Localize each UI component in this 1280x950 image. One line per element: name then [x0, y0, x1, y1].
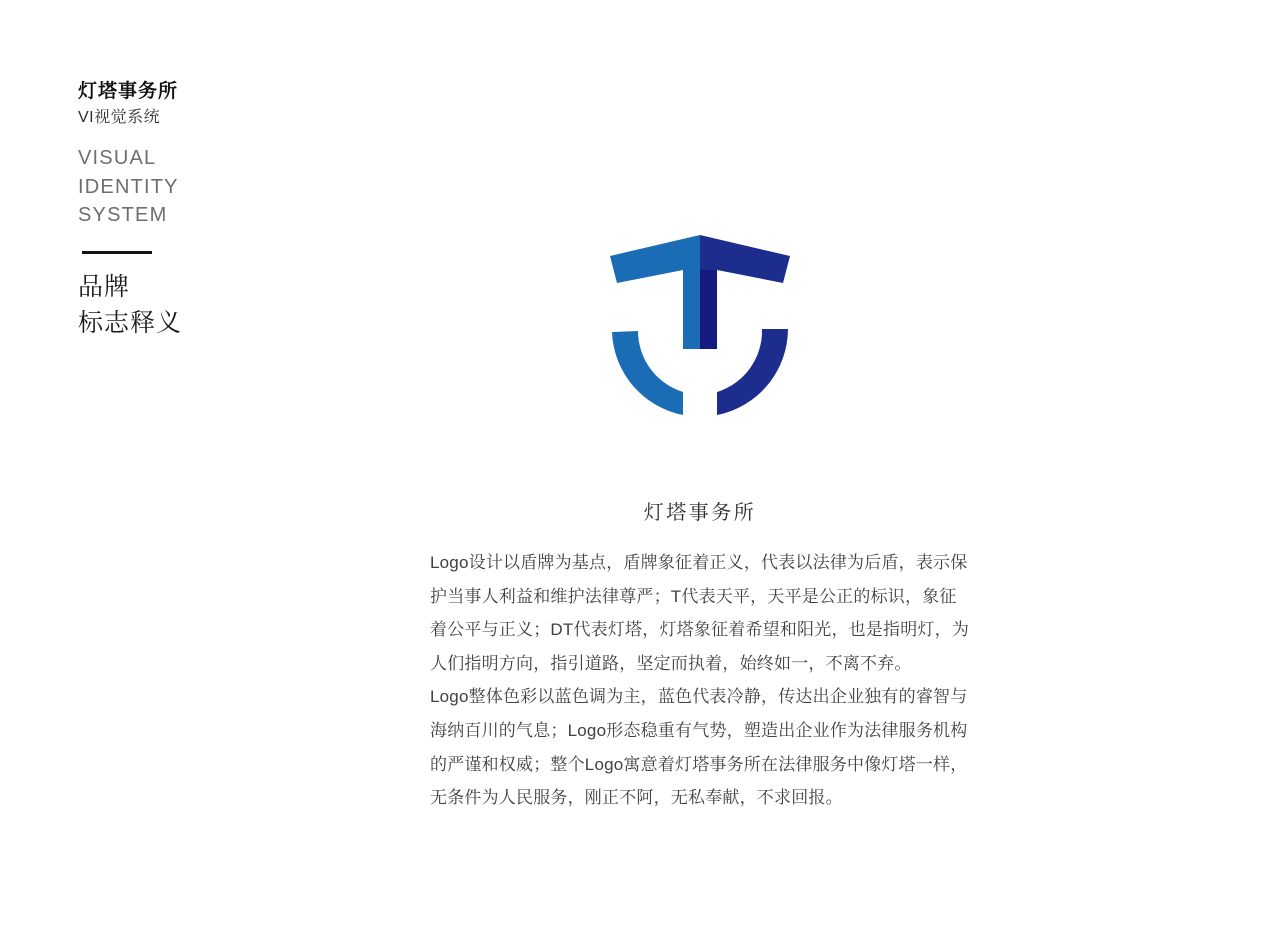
- body-line: 海纳百川的气息；Logo形态稳重有气势，塑造出企业作为法律服务机构: [430, 720, 968, 740]
- logo-title: 灯塔事务所: [643, 502, 757, 524]
- body-line: 无条件为人民服务，刚正不阿，无私奉献，不求回报。: [430, 788, 843, 808]
- logo-stem-right: [700, 270, 717, 349]
- lighthouse-shield-logo: [608, 234, 792, 420]
- lighthouse-shield-logo-svg: [608, 234, 792, 420]
- logo-arc-right: [717, 329, 788, 415]
- body-line: 的严谨和权威；整个Logo寓意着灯塔事务所在法律服务中像灯塔一样，: [430, 754, 968, 774]
- vis-wordmark-line: VISUAL: [78, 147, 157, 169]
- body-line: Logo设计以盾牌为基点，盾牌象征着正义，代表以法律为后盾，表示保: [430, 553, 968, 572]
- section-title-line: 标志释义: [78, 309, 183, 337]
- vis-wordmark: [78, 144, 179, 230]
- section-title: [78, 269, 182, 341]
- vis-wordmark-line: IDENTITY: [78, 175, 179, 198]
- body-line: Logo整体色彩以蓝色调为主，蓝色代表冷静，传达出企业独有的睿智与: [430, 687, 968, 707]
- body-line: 人们指明方向，指引道路，坚定而执着，始终如一，不离不弃。: [430, 653, 912, 673]
- brand-subtitle: VI视觉系统: [78, 109, 161, 126]
- section-title-line: 品牌: [78, 273, 131, 301]
- section-divider: [82, 251, 152, 254]
- logo-arc-left: [612, 331, 683, 415]
- body-line: 护当事人利益和维护法律尊严；T代表天平，天平是公正的标识，象征: [430, 586, 957, 606]
- brand-name: 灯塔事务所: [78, 81, 179, 102]
- vis-wordmark-line: SYSTEM: [78, 204, 168, 226]
- logo-description: [430, 546, 969, 815]
- body-line: 着公平与正义；DT代表灯塔，灯塔象征着希望和阳光，也是指明灯，为: [430, 620, 970, 640]
